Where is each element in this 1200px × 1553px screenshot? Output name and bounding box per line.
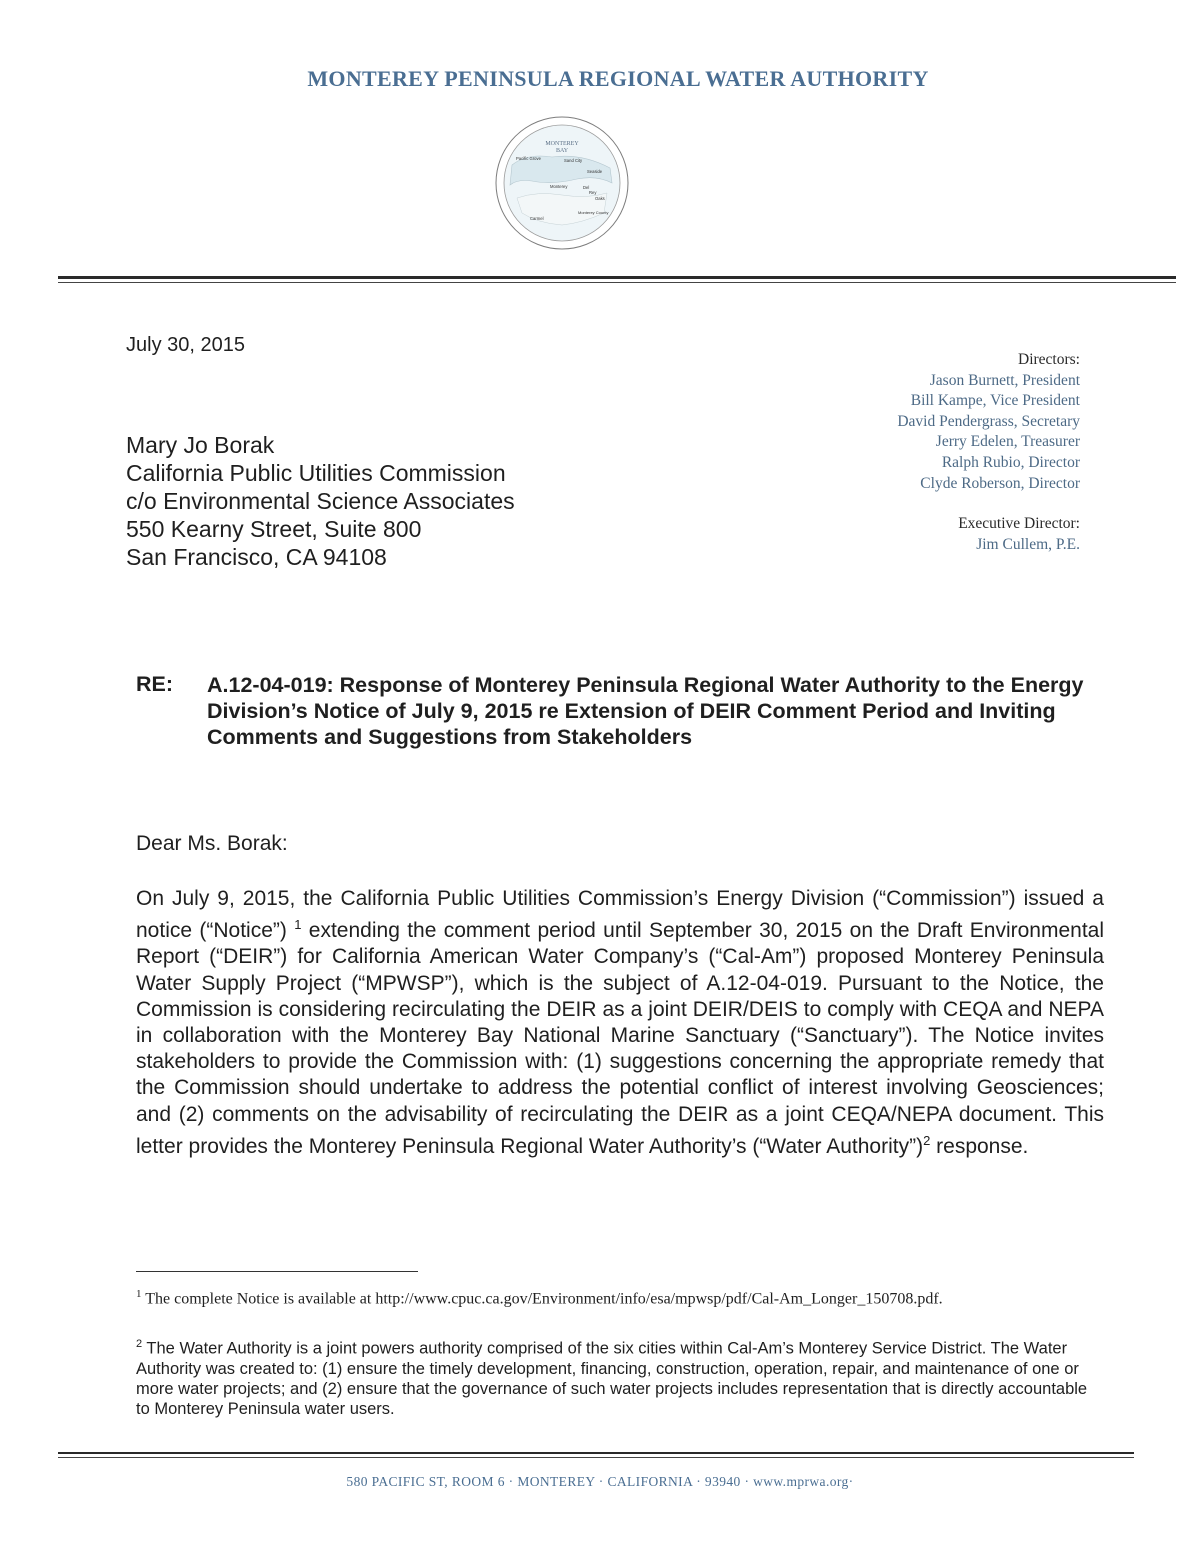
footer-divider [58, 1452, 1134, 1458]
seal-place-sand-city: Sand City [564, 158, 583, 163]
director-name: Jerry Edelen, Treasurer [935, 433, 1080, 451]
organization-title: MONTEREY PENINSULA REGIONAL WATER AUTHORITY [307, 66, 929, 91]
directors-list [897, 350, 1080, 494]
recipient-org: California Public Utilities Commission [126, 460, 506, 486]
footnote-text: The complete Notice is available at http://www.cpuc.ca.gov/Environment/info/esa/mpwsp/pdf/Cal-Am_Longer_150708.pdf. [145, 1290, 943, 1308]
seal-place-pacific-grove: Pacific Grove [516, 156, 541, 161]
footnote-number: 2 [136, 1338, 143, 1350]
seal-place-seaside: Seaside [587, 169, 603, 174]
letter-date: July 30, 2015 [126, 334, 245, 356]
director-name: Clyde Roberson, Director [920, 474, 1080, 492]
seal-place-monterey-county: Monterey County [578, 210, 609, 215]
executive-director [958, 514, 1080, 555]
footnote-1 [136, 1284, 1096, 1309]
seal-place-del: Del [583, 185, 590, 190]
footnote-number: 1 [136, 1288, 142, 1300]
body-text: extending the comment period until September 30, 2015 on the Draft Environmental Report (“DEIR”) for California American Water Company’s (“Cal-Am”) proposed Monterey Peninsula Water Supply Project (“MPWSP”), which is the subject of A.12-04-019. Pursuant to the Notice, the Commission is considering recirculating the DEIR as a joint DEIR/DEIS to comply with CEQA and NEPA in collaboration with the Monterey Bay National Marine Sanctuary (“Sanctuary”). The Notice invites stakeholders to provide the Commission with: (1) suggestions concerning the appropriate remedy that the Commission should undertake to address the potential conflict of interest involving Geosciences; and (2) comments on the advisability of recirculating the DEIR as a joint CEQA/NEPA document. This letter provides the Monterey Peninsula Regional Water Authority’s (“Water Authority”) [136, 919, 1104, 1158]
organization-seal [492, 113, 632, 253]
seal-place-rey: Rey [589, 190, 597, 195]
recipient-city: San Francisco, CA 94108 [126, 544, 387, 570]
header-divider [58, 276, 1176, 283]
seal-place-carmel: Carmel [530, 216, 544, 221]
directors-label: Directors: [1018, 351, 1080, 368]
recipient-name: Mary Jo Borak [126, 432, 275, 458]
footer-address: 580 PACIFIC ST, ROOM 6 · MONTEREY · CALIFORNIA · 93940 · www.mprwa.org· [346, 1474, 854, 1489]
director-name: Bill Kampe, Vice President [910, 392, 1080, 410]
recipient-street: 550 Kearny Street, Suite 800 [126, 516, 422, 542]
recipient-care-of: c/o Environmental Science Associates [126, 488, 515, 514]
seal-top-text: MONTEREY [545, 141, 579, 147]
seal-top-text-2: BAY [555, 148, 569, 154]
body-text: response. [930, 1134, 1029, 1158]
footnote-divider [136, 1271, 418, 1272]
footnote-2 [136, 1334, 1096, 1419]
subject-line: A.12-04-019: Response of Monterey Peninsula Regional Water Authority to the Energy Division’s Notice of July 9, 2015 re Extension of DEIR Comment Period and Inviting Comments and Suggestions from Stakeholders [207, 673, 1084, 749]
director-name: Ralph Rubio, Director [941, 453, 1080, 471]
seal-place-monterey: Monterey [550, 184, 568, 189]
footnote-ref-1: 1 [294, 917, 302, 933]
director-name: David Pendergrass, Secretary [897, 412, 1080, 430]
re-label: RE: [136, 672, 174, 696]
footnote-ref-2: 2 [923, 1132, 931, 1148]
executive-director-name: Jim Cullem, P.E. [976, 535, 1080, 553]
body-paragraph [136, 886, 1104, 1160]
seal-place-oaks: Oaks [595, 196, 605, 201]
director-name: Jason Burnett, President [929, 371, 1080, 389]
salutation: Dear Ms. Borak: [136, 832, 288, 855]
recipient-address [126, 431, 515, 571]
footnote-text: The Water Authority is a joint powers authority comprised of the six cities within Cal-Am’s Monterey Service District. The Water Authority was created to: (1) ensure the timely development, financing, construction, operation, repair, and maintenance of one or more water projects; and (2) ensure that the governance of such water projects includes representation that is directly accountable to Monterey Peninsula water users. [136, 1339, 1088, 1418]
body-text: On July 9, 2015, the California Public Utilities Commission’s Energy Division (“Commission”) issued a notice (“Notice”) [136, 887, 1104, 943]
executive-director-label: Executive Director: [958, 515, 1080, 532]
